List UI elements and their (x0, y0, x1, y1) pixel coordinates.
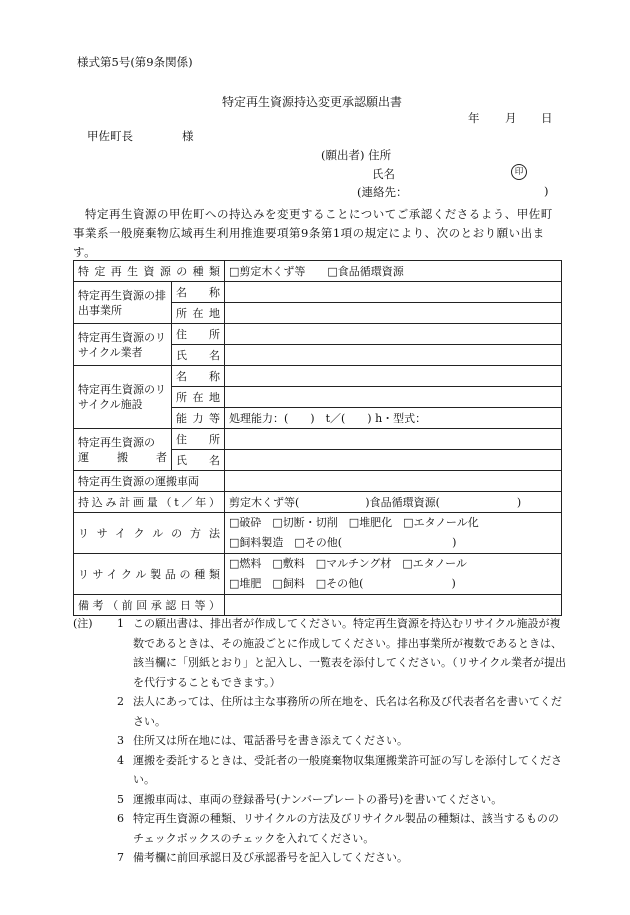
contact-close: ) (544, 184, 549, 198)
facility-name-field[interactable] (225, 366, 562, 387)
vehicle-field[interactable] (225, 471, 562, 492)
table-row (74, 282, 562, 303)
table-row (74, 366, 562, 387)
intro-paragraph: 特定再生資源の甲佐町への持込みを変更することについてご承認くださるよう、甲佐町事業系一般廃棄物広域再生利用推進要項第9条第1項の規定により、次のとおり願い出ます。 (73, 207, 553, 259)
remarks-label: 備考（前回承認日等） (74, 595, 225, 616)
product-type-line2[interactable]: □堆肥 □飼料 □その他( ) (229, 577, 456, 590)
discharge-office-label: 特定再生資源の排出事業所 (74, 282, 172, 324)
remarks-field[interactable] (225, 595, 562, 616)
note-item: 6 特定再生資源の種類、リサイクルの方法及びリサイクル製品の種類は、該当するもののチェックボックスのチェックを入れてください。 (117, 812, 559, 845)
recycler-address-field[interactable] (225, 324, 562, 345)
note-item: 3 住所又は所在地には、電話番号を書き添えてください。 (117, 734, 408, 747)
transporter-address-field[interactable] (225, 429, 562, 450)
table-row (74, 492, 562, 513)
contact-label: (連絡先： (357, 185, 408, 199)
facility-name-label: 名 称 (172, 366, 225, 387)
resource-type-label: 特定再生資源の種類 (74, 261, 225, 282)
recycler-address-label: 住 所 (172, 324, 225, 345)
note-item: 1 この願出書は、排出者が作成してください。特定再生資源を持込むリサイクル施設が複数であるときは、その施設ごとに作成してください。排出事業所が複数であるときは、該当欄に「別紙とおり」と記入し、一覧表を添付してください。（リサイクル業者が提出を代行することもできます。） (117, 617, 566, 689)
recycler-name-label: 氏 名 (172, 345, 225, 366)
addressee-honorific: 様 (182, 129, 194, 143)
note-item: 2 法人にあっては、住所は主な事務所の所在地を、氏名は名称及び代表者名を書いてください。 (117, 695, 562, 728)
note-item: 4 運搬を委託するときは、受託者の一般廃棄物収集運搬業許可証の写しを添付してください。 (117, 753, 562, 786)
note-item: 7 備考欄に前回承認日及び承認番号を記入してください。 (117, 851, 408, 864)
table-row (74, 554, 562, 595)
facility-capacity-field[interactable]: 処理能力：( ) t／( ) h・型式： (225, 408, 562, 429)
note-item: 5 運搬車両は、車両の登録番号(ナンバープレートの番号)を書いてください。 (117, 792, 503, 806)
recycler-name-field[interactable] (225, 345, 562, 366)
date-year: 年 (468, 111, 480, 125)
recycling-method-line2[interactable]: □飼料製造 □その他( ) (229, 536, 457, 549)
transporter-address-label: 住 所 (172, 429, 225, 450)
facility-location-field[interactable] (225, 387, 562, 408)
product-type-label: リサイクル製品の種類 (74, 554, 225, 595)
transporter-label (74, 429, 172, 471)
recycling-method-label: リサイクルの方法 (74, 513, 225, 554)
recycler-label: 特定再生資源のリサイクル業者 (74, 324, 172, 366)
discharge-name-label: 名 称 (172, 282, 225, 303)
facility-location-label: 所在地 (172, 387, 225, 408)
transporter-name-field[interactable] (225, 450, 562, 471)
discharge-location-label: 所在地 (172, 303, 225, 324)
date-month: 月 (505, 111, 517, 125)
table-row (74, 324, 562, 345)
vehicle-label: 特定再生資源の運搬車両 (74, 471, 225, 492)
discharge-name-field[interactable] (225, 282, 562, 303)
planned-amount-label: 持込み計画量（t／年） (74, 492, 225, 513)
form-number: 様式第5号(第9条関係) (77, 55, 193, 69)
application-form-table (73, 260, 562, 616)
notes-section (73, 614, 568, 868)
applicant-address-label: (願出者) 住所 (321, 148, 392, 162)
facility-capacity-label: 能力等 (172, 408, 225, 429)
table-row (74, 261, 562, 282)
resource-type-options[interactable]: □剪定木くず等 □食品循環資源 (225, 261, 562, 282)
table-row (74, 429, 562, 450)
seal-mark: 印 (511, 164, 527, 180)
transporter-label-line1: 特定再生資源の (78, 435, 155, 449)
product-type-line1[interactable]: □燃料 □敷料 □マルチング材 □エタノール (229, 557, 467, 570)
notes-mark: (注) (73, 617, 93, 630)
table-row (74, 595, 562, 616)
product-type-options[interactable] (225, 554, 562, 595)
table-row (74, 513, 562, 554)
date-day: 日 (541, 111, 553, 125)
page-title: 特定再生資源持込変更承認願出書 (222, 95, 403, 109)
transporter-name-label: 氏 名 (172, 450, 225, 471)
recycling-method-line1[interactable]: □破砕 □切断・切削 □堆肥化 □エタノール化 (229, 516, 479, 529)
recycling-method-options[interactable] (225, 513, 562, 554)
planned-amount-field[interactable]: 剪定木くず等( )食品循環資源( ) (225, 492, 562, 513)
table-row (74, 471, 562, 492)
addressee-name: 甲佐町長 (87, 129, 133, 143)
facility-label: 特定再生資源のリサイクル施設 (74, 366, 172, 429)
discharge-location-field[interactable] (225, 303, 562, 324)
applicant-name-label: 氏名 (372, 167, 395, 181)
transporter-label-line2: 運 搬 者 (78, 450, 167, 464)
